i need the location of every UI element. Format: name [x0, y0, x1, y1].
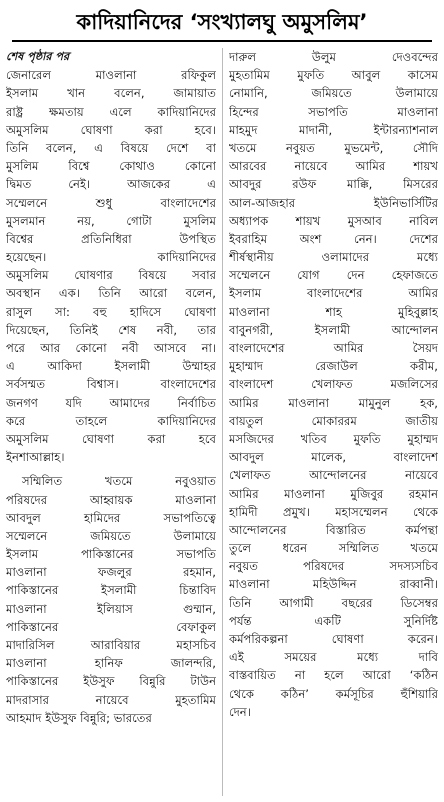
text-line: বাবুনগরী, ইসলামী আন্দোলন — [229, 322, 438, 337]
text-line: দিয়েছেন, তিনিই শেষ নবী, তার — [6, 322, 216, 337]
text-line: পর্যন্ত একটি সুনির্দিষ্ট — [229, 613, 438, 628]
text-line: অধ্যাপক শায়খ মুসআব নাবিল — [229, 213, 438, 228]
text-line: সম্মিলিত খতমে নবুওয়াত — [22, 474, 216, 489]
continued-label: শেষ পৃষ্ঠার পর — [6, 50, 70, 63]
text-line: তুলে ধরেন সম্মিলিত খতমে — [229, 541, 438, 556]
text-line: বায়তুল মোকাররম জাতীয় — [229, 413, 438, 428]
text-line: আবদুল মালেক, বাংলাদেশ — [229, 450, 438, 465]
left-paragraph-1 — [6, 66, 216, 466]
text-line: জেনারেল মাওলানা রফিকুল — [6, 68, 216, 83]
text-line: আরবের নায়েবে আমির শায়খ — [229, 159, 438, 174]
text-line: নোমানি, জমিয়তে উলামায়ে — [229, 86, 438, 101]
text-line: আমির মাওলানা মুজিবুর রহমান — [229, 486, 438, 501]
text-line: ইসলাম বাংলাদেশের আমির — [229, 286, 438, 301]
text-line: হিন্দের সভাপতি মাওলানা — [229, 104, 438, 119]
text-line: করে তাহলে কাদিয়ানিদের — [6, 413, 216, 428]
text-line: দারুল উলুম দেওবন্দের — [229, 50, 438, 64]
text-line: হামিদী প্রমুখ। মহাসম্মেলন থেকে — [229, 504, 438, 519]
text-line: মাদারিসিল আরাবিয়ার মহাসচিব — [6, 638, 216, 652]
text-line: রাসুল সা: বহু হাদিসে ঘোষণা — [6, 304, 216, 319]
text-line: নবুয়ত পরিষদের সদস্যসচিব — [229, 559, 438, 574]
text-line: তিনি আগামী বছরের ডিসেম্বর — [229, 595, 438, 610]
headline-bar — [12, 6, 432, 42]
headline: কাদিয়ানিদের ‘সংখ্যালঘু অমুসলিম’ — [76, 9, 368, 34]
text-line: মাদরাসার নায়েবে মুহতামিম — [6, 692, 216, 707]
text-line: আহমাদ ইউসুফ বিন্নুরি; ভারতের — [6, 710, 152, 725]
text-line: ইসলাম পাকিস্তানের সভাপতি — [6, 547, 216, 562]
left-paragraph-2 — [6, 472, 216, 727]
text-line: মাহমুদ মাদানী, ইন্টারন্যাশনাল — [229, 122, 438, 137]
text-line: পাকিস্তানের ইসলামী চিন্তাবিদ — [6, 583, 216, 598]
text-line: আন্দোলনের বিস্তারিত কর্মপন্থা — [229, 522, 438, 537]
text-line: আমির মাওলানা মামুনুল হক, — [229, 395, 438, 410]
text-line: পরে আর কোনো নবী আসবে না। — [6, 341, 216, 355]
text-line: ইসলাম খান বলেন, জামায়াত — [6, 86, 216, 101]
text-line: হয়েছেন। কাদিয়ানিদের — [6, 250, 216, 265]
text-line: এই সময়ের মধ্যে দাবি — [229, 650, 438, 665]
text-line: বাস্তবায়িত না হলে আরো ‘কঠিন — [229, 668, 438, 683]
text-line: ইবরাহিম অংশ নেন। দেশের — [229, 231, 438, 246]
text-line: মাওলানা হানিফ জালন্দরি, — [6, 656, 216, 671]
text-line: মুসলিম বিশ্বে কোথাও কোনো — [6, 159, 216, 174]
text-line: তিনি বলেন, এ বিষয়ে দেশে বা — [6, 140, 216, 155]
text-line: দেন। — [229, 704, 251, 719]
text-line: খতমে নবুয়ত মুভমেন্ট, সৌদি — [229, 140, 438, 155]
text-line: মাওলানা মহিউদ্দিন রাব্বানী। — [229, 577, 438, 592]
text-line: দ্বিমত নেই। আজকের এ — [6, 177, 216, 192]
text-line: বিশ্বের প্রতিনিধিরা উপস্থিত — [6, 231, 216, 246]
text-line: বাংলাদেশ খেলাফত মজলিসের — [229, 377, 438, 392]
text-line: সম্মেলনে জমিয়তে উলামায়ে — [6, 528, 216, 543]
article-columns — [6, 48, 438, 796]
text-line: শীর্ষস্থানীয় ওলামাদের মধ্যে — [229, 250, 438, 265]
text-line: মাওলানা শাহ মুহিবুল্লাহ — [229, 304, 438, 319]
text-line: অবস্থান এক। তিনি আরো বলেন, — [6, 286, 216, 301]
text-line: আবদুর রউফ মাক্কি, মিসরের — [229, 177, 438, 192]
right-paragraph — [229, 48, 438, 721]
text-line: মুহতামিম মুফতি আবুল কাসেম — [229, 68, 438, 83]
text-line: মসজিদের খতিব মুফতি মুহাম্মদ — [229, 431, 438, 446]
text-line: খেলাফত আন্দোলনের নায়েবে — [229, 468, 438, 483]
text-line: থেকে কঠিন’ কর্মসূচির হুঁশিয়ারি — [229, 686, 438, 701]
text-line: মুসলমান নয়, গোটা মুসলিম — [6, 213, 216, 228]
text-line: জনগণ যদি আমাদের নির্বাচিত — [6, 395, 216, 410]
text-line: মুহাম্মাদ রেজাউল করীম, — [229, 359, 438, 374]
text-line: অমুসলিম ঘোষণার বিষয়ে সবার — [6, 268, 216, 283]
left-column — [6, 48, 222, 796]
right-column — [222, 48, 438, 796]
text-line: বাংলাদেশের আমির সৈয়দ — [229, 341, 438, 355]
text-line: এ আকিদা ইসলামী উম্মাহর — [6, 359, 216, 374]
text-line: সম্মেলনে যোগ দেন হেফাজতে — [229, 268, 438, 283]
text-line: আবদুল হামিদের সভাপতিত্বে — [6, 510, 216, 525]
text-line: ইনশাআল্লাহ। — [6, 450, 65, 465]
text-line: পাকিস্তানের ইউসুফ বিন্নুরি টাউন — [6, 674, 216, 689]
text-line: মাওলানা ইলিয়াস গুম্মান, — [6, 601, 216, 616]
text-line: কর্মপরিকল্পনা ঘোষণা করেন। — [229, 632, 438, 646]
text-line: মাওলানা ফজলুর রহমান, — [6, 565, 216, 580]
text-line: রাষ্ট্র ক্ষমতায় এলে কাদিয়ানিদের — [6, 104, 216, 119]
text-line: অমুসলিম ঘোষণা করা হবে — [6, 431, 216, 446]
text-line: পাকিস্তানের বেফাকুল — [6, 619, 216, 634]
text-line: অমুসলিম ঘোষণা করা হবে। — [6, 122, 216, 137]
text-line: সর্বসম্মত বিশ্বাস। বাংলাদেশের — [6, 377, 216, 392]
text-line: সম্মেলনে শুধু বাংলাদেশের — [6, 195, 216, 210]
text-line: পরিষদের আহ্বায়ক মাওলানা — [6, 492, 216, 507]
text-line: আল-আজহার ইউনিভার্সিটির — [229, 195, 438, 210]
